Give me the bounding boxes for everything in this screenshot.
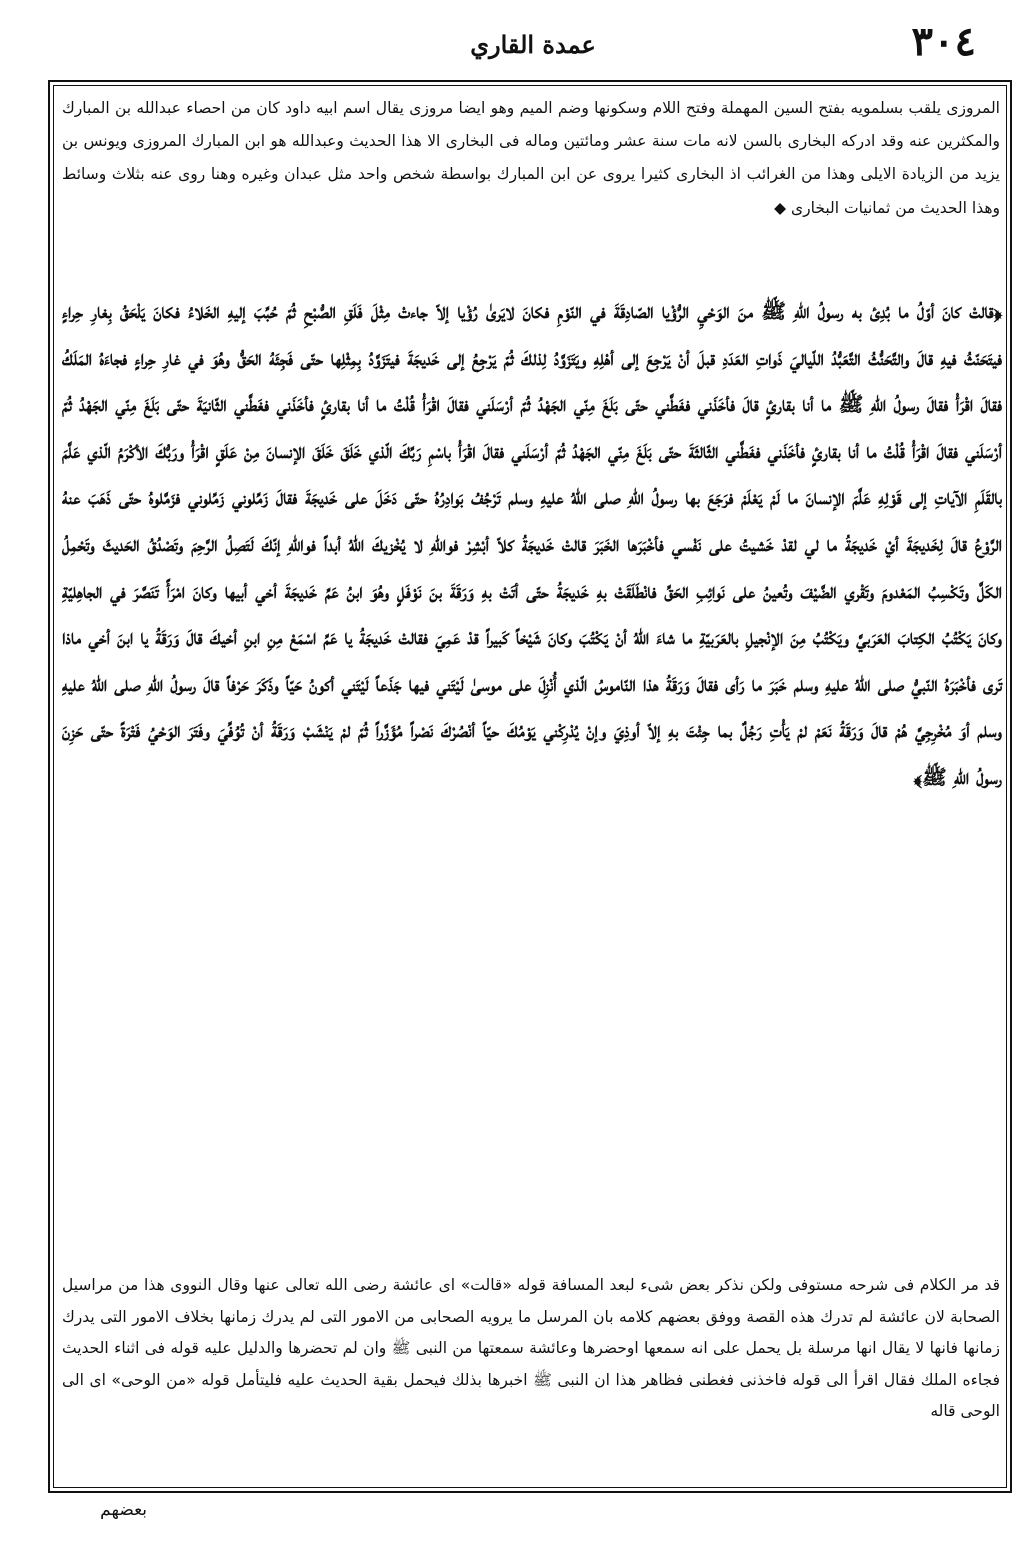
intro-paragraph <box>62 92 1000 225</box>
page-number: ٣٠٤ <box>911 18 976 65</box>
catchword: بعضهم <box>100 1500 147 1520</box>
commentary-block <box>62 1270 1000 1428</box>
hadith-text: ﴿قالتْ كانَ أوّلُ ما بُدِئ به رسولُ اللهِ ﷺ منَ الوَحْيِ الرُّؤْيا الصّادِقَةَ في النّوْمِ فكانَ لايَرىٰ رُؤْيا إلاّ جاءتْ مِثْلَ فَلَقِ الصُّبْحِ ثُمّ حُبِّبَ إليهِ الخَلاءُ فكانَ يَلْحَقُ بِغارِ حِراءٍ فيتَحَنّثُ فيهِ قالَ والتَّحَنُّثُ التَّعَبُّدُ اللّياليَ ذَواتِ العَدَدِ قبلَ أنْ يَرْجِعَ إلى أهْلِهِ ويَتَزَوَّدُ لِذلكَ ثُمّ يَرْجِعُ إلى خَديجَةَ فيتَزَوَّدُ بِمِثْلِها حتّى فَجِئَهُ الحَقُّ وهُوَ في غارِ حِراءٍ فجاءَهُ المَلَكُ فقالَ اقْرَأْ فقالَ رسولُ اللهِ ﷺ ما أنا بقارئٍ قالَ فأخَذَني فغَطَّني حتّى بَلَغَ مِنّي الجَهْدُ ثُمّ أرْسَلَني فقالَ اقْرَأْ قُلْتُ ما أنا بقارئٍ فأخَذَني فغَطَّني الثّانيَةَ حتّى بَلَغَ مِنّي الجَهْدُ ثُمّ أرْسَلَني فقالَ اقْرَأْ قُلْتُ ما أنا بقارئٍ فأخَذَني فغَطَّني الثّالثَةَ حتّى بَلَغَ مِنّي الجَهْدُ ثُمّ أرْسَلَني فقالَ اقْرَأْ باسْمِ رَبِّكَ الّذي خَلَقَ خَلَقَ الإنسانَ مِنْ عَلَقٍ اقْرَأْ ورَبُّكَ الأكْرَمُ الّذي عَلَّمَ بالقَلَمِ الآياتِ إلى قَوْلِهِ عَلَّمَ الإنسانَ ما لَمْ يَعْلَمْ فرَجَعَ بها رسولُ اللهِ صلى اللهُ عليهِ وسلم تَرْجُفُ بَوادِرُهُ حتّى دَخَلَ على خَديجَةَ فقالَ زَمِّلوني زَمِّلوني فزَمَّلوهُ حتّى ذَهَبَ عنهُ الرَّوْعُ قالَ لِخَديجَةَ أيْ خَديجَةُ ما لي لقدْ خَشيتُ على نَفْسي فأخْبَرَها الخَبَرَ قالتْ خَديجَةُ كلاّ أبْشِرْ فواللهِ لا يُخْزيكَ اللهُ أبداً فواللهِ إنّكَ لَتَصِلُ الرَّحِمَ وتَصْدُقُ الحَديثَ وتَحْمِلُ الكَلَّ وتَكْسِبُ المَعْدومَ وتَقْري الضَّيْفَ وتُعينُ على نَوائِبِ الحَقِّ فانْطَلَقَتْ بهِ خَديجَةُ حتّى أتَتْ بهِ وَرَقَةَ بنَ نَوْفَلٍ وهُوَ ابنُ عَمِّ خَديجَةَ أخي أبيها وكانَ امْرَأً تَنَصَّرَ في الجاهِليّةِ وكانَ يَكْتُبُ الكِتابَ العَرَبيَّ ويَكْتُبُ مِنَ الإنْجيلِ بالعَرَبيّةِ ما شاءَ اللهُ أنْ يَكْتُبَ وكانَ شَيْخاً كَبيراً قدْ عَمِيَ فقالتْ خَديجَةُ يا عَمِّ اسْمَعْ مِنِ ابنِ أخيكَ قالَ وَرَقَةُ يا ابنَ أخي ماذا تَرى فأخْبَرَهُ النّبيُّ صلى اللهُ عليهِ وسلم خَبَرَ ما رَأى فقالَ وَرَقَةُ هذا النّاموسُ الّذي أُنْزِلَ على موسىٰ لَيْتَني فيها جَذَعاً لَيْتَني أكونُ حَيّاً وذَكَرَ حَرْفاً قالَ رسولُ اللهِ صلى اللهُ عليهِ وسلم أوَ مُخْرِجِيَّ هُمْ قالَ وَرَقَةُ نَعَمْ لمْ يَأْتِ رَجُلٌ بما جِئْتَ بهِ إلاّ أوذِيَ وإنْ يُدْرِكْني يَوْمُكَ حيّاً أنْصُرْكَ نَصْراً مُؤَزَّراً ثُمّ لمْ يَنْشَبْ وَرَقَةُ أنْ تُوُفِّيَ وفَتَرَ الوَحْيُ فَتْرَةً حتّى حَزِنَ رسولُ اللهِ ﷺ﴾ <box>62 299 1002 789</box>
running-title: عمدة القاري <box>470 30 596 59</box>
page-header <box>48 14 1018 76</box>
commentary-text: قد مر الكلام فى شرحه مستوفى ولكن نذكر بعض شىء لبعد المسافة قوله «قالت» اى عائشة رضى الله تعالى عنها وقال النووى هذا من مراسيل الصحابة لان عائشة لم تدرك هذه القصة ووفق بعضهم كلامه بان المرسل ما يرويه الصحابى من الامور التى لم يدرك زمانها بخلاف الامور التى يدرك زمانها فانها لا يقال انها مرسلة بل يحمل على انه سمعها اوحضرها وعائشة سمعتها من النبى ﷺ وان لم تحضرها والدليل عليه قوله فى اثناء الحديث فجاءه الملك فقال اقرأ الى قوله فاخذنى فغطنى فظاهر هذا ان النبى ﷺ اخبرها بذلك فيحمل بقية الحديث عليه فليتأمل قوله «من الوحى» اى الى الوحى قاله <box>62 1276 1000 1421</box>
intro-text: المروزى يلقب بسلمويه بفتح السين المهملة وفتح اللام وسكونها وضم الميم وهو ايضا مروزى يقال اسم ابيه داود كان من احصاء عبدالله بن المبارك والمكثرين عنه وقد ادركه البخارى بالسن لانه مات سنة عشر ومائتين وماله فى البخارى الا هذا الحديث وعبدالله هو ابن المبارك المروزى ويونس بن يزيد من الزيادة الايلى وهذا من الغرائب اذ البخارى كثيرا يروى عن ابن المبارك بواسطة شخص واحد مثل عبدان وغيره وهنا روى عنه بثلاث وسائط وهذا الحديث من ثمانيات البخارى ◆ <box>62 99 1000 217</box>
hadith-block <box>62 288 1002 801</box>
